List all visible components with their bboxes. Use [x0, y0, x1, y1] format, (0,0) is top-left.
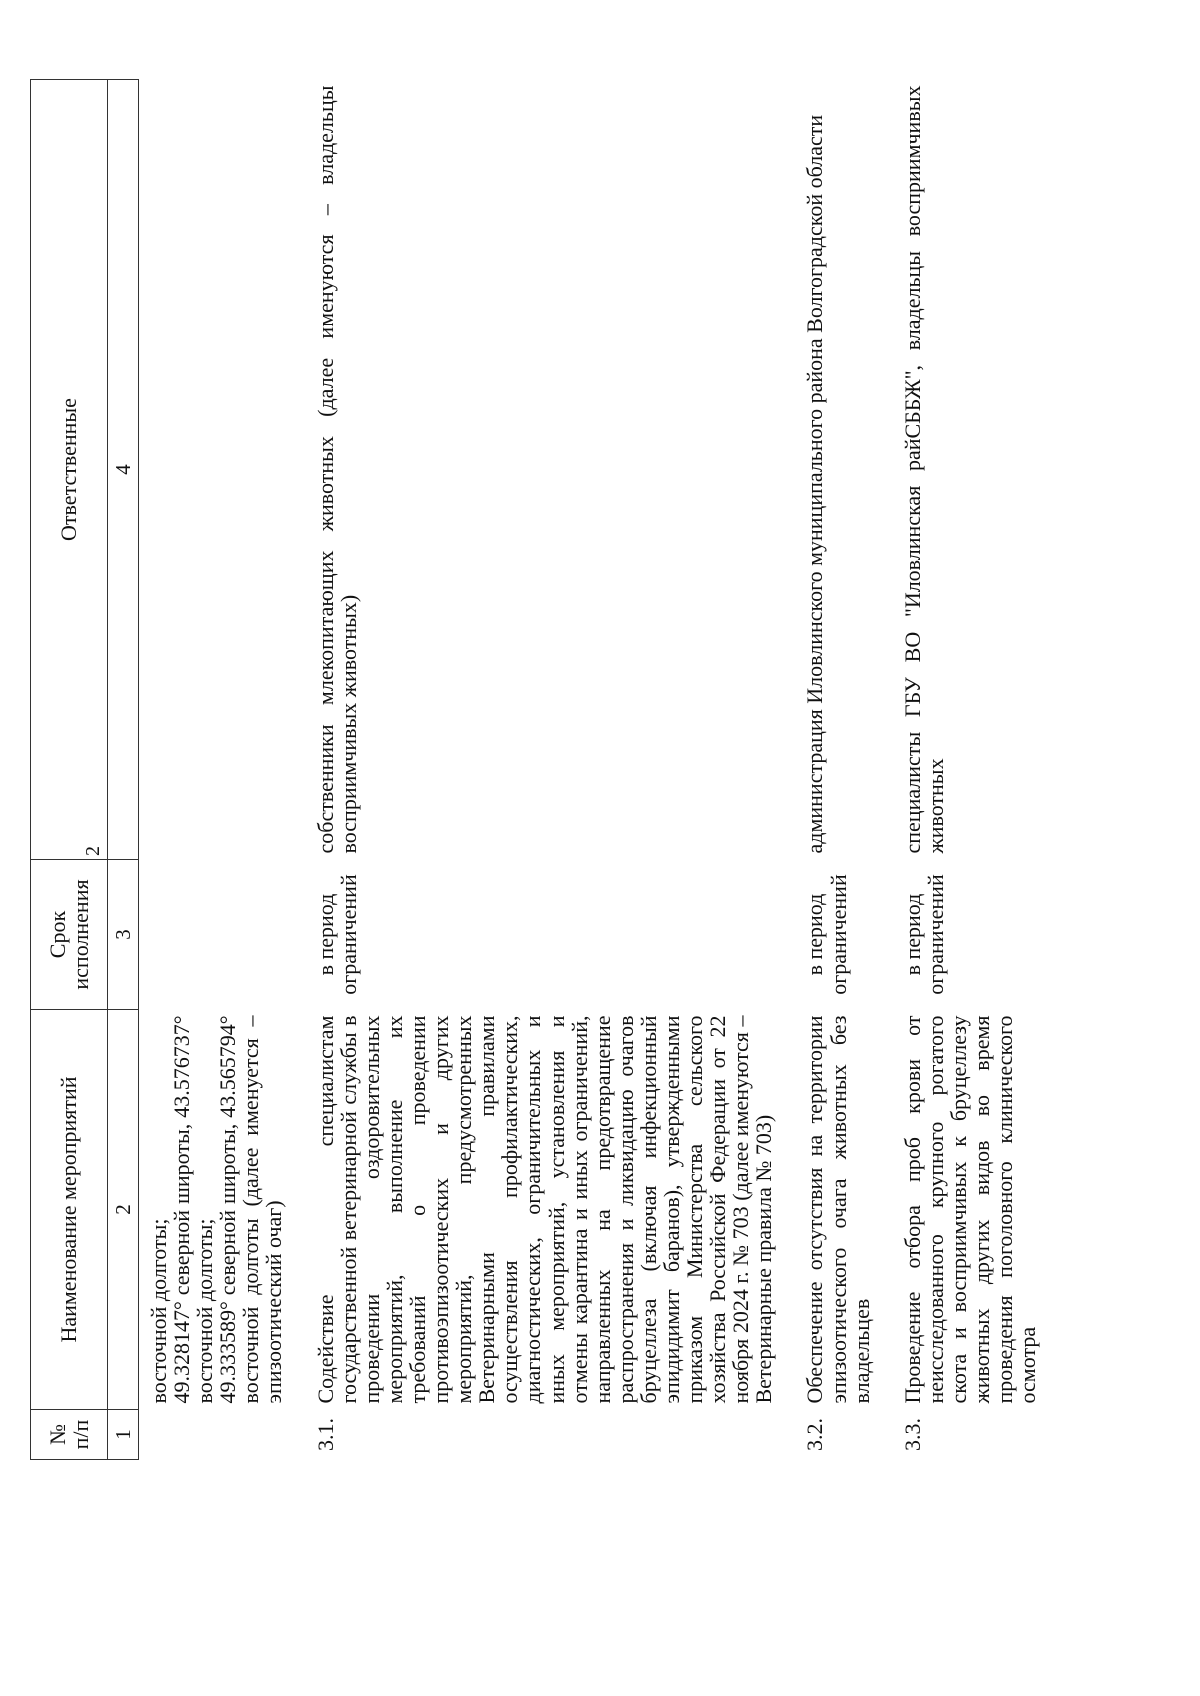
measures-table [30, 79, 1039, 1460]
header-term: Срок исполнения [31, 860, 108, 1010]
header-resp: Ответственные [31, 80, 108, 860]
table-row [775, 80, 872, 1460]
row-responsible: собственники млекопитающих животных (далее именуются – владельцы восприимчивых животных) [312, 85, 361, 854]
row-term: в период ограничений [312, 874, 361, 995]
continuation-line: 49.333589° северной широты, 43.565794° восточной долготы (далее именуется – эпизоотический очаг) [215, 1015, 287, 1404]
row-term: в период ограничений [802, 874, 851, 995]
continuation-line: 49.328147° северной широты, 43.576737° восточной долготы; [169, 1015, 218, 1404]
table-header-row [31, 80, 108, 1460]
continuation-line: восточной долготы; [146, 1218, 171, 1404]
column-number: 3 [108, 860, 139, 1010]
row-number: 3.1. [312, 1418, 338, 1451]
row-measure: Проведение отбора проб крови от неисследованного крупного рогатого скота и восприимчивых к бруцеллезу животных других видов во время проведения поголовного клинического осмотра [899, 1015, 1041, 1404]
row-number: 3.3. [899, 1418, 925, 1451]
row-number: 3.2. [802, 1418, 828, 1451]
row-measure: Обеспечение отсутствия на территории эпизоотического очага животных без владельцев [802, 1015, 874, 1404]
row-term: в период ограничений [899, 874, 948, 995]
header-name: Наименование мероприятий [31, 1010, 108, 1410]
column-number: 1 [108, 1410, 139, 1460]
column-number: 4 [108, 80, 139, 860]
table-row-continuation [139, 80, 286, 1460]
column-number: 2 [108, 1010, 139, 1410]
row-measure: Содействие специалистам государственной ветеринарной службы в проведении оздоровительных мероприятий, выполнение их требований о проведении противоэпизоотических и других мероприятий, предусмотренных Ветеринарными правилами осуществления профилактических, диагностических, ограничительных и иных мероприятий, установления и отмены карантина и иных ограничений, направленных на предотвращение распространения и ликвидацию очагов бруцеллеза (включая инфекционный эпидидимит баранов), утвержденными приказом Министерства сельского хозяйства Российской Федерации от 22 ноября 2024 г. № 703 (далее именуются – Ветеринарные правила № 703) [312, 1015, 777, 1404]
row-responsible: специалисты ГБУ ВО "Иловлинская райСББЖ", владельцы восприимчивых животных [899, 85, 948, 854]
row-responsible: администрация Иловлинского муниципального района Волгоградской области [802, 114, 828, 854]
page-number: 2 [82, 846, 104, 856]
column-number-row [108, 80, 139, 1460]
header-num: № п/п [31, 1410, 108, 1460]
table-row [286, 80, 776, 1460]
continuation-text [139, 1010, 286, 1410]
table-row [873, 80, 1040, 1460]
